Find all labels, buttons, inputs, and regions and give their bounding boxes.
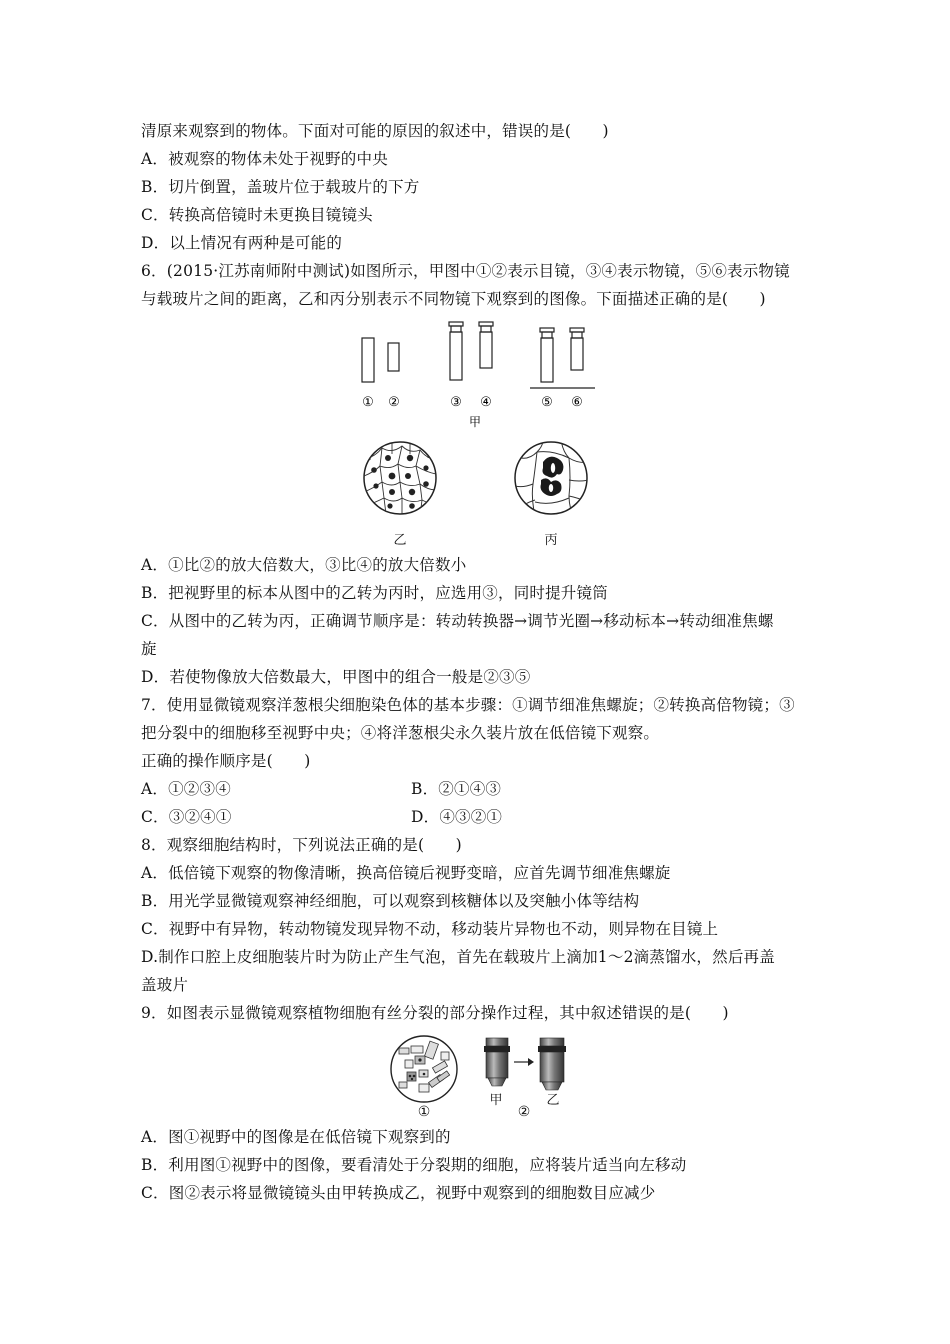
q8-option-a: A．低倍镜下观察的物像清晰，换高倍镜后视野变暗，应首先调节细准焦螺旋 (141, 864, 671, 882)
q8-option-d: D.制作口腔上皮细胞装片时为防止产生气泡，首先在载玻片上滴加1～2滴蒸馏水，然后再盖 (141, 948, 775, 966)
option-d: D．以上情况有两种是可能的 (141, 234, 343, 252)
option-c: C．转换高倍镜时未更换目镜镜头 (141, 206, 373, 224)
q9-option-c: C．图②表示将显微镜镜头由甲转换成乙，视野中观察到的细胞数目应减少 (141, 1184, 656, 1202)
q8-option-b: B．用光学显微镜观察神经细胞，可以观察到核糖体以及突触小体等结构 (141, 892, 640, 910)
label-4: ④ (480, 395, 492, 410)
label-1: ① (362, 395, 374, 410)
q7-options-row-2 (141, 807, 821, 827)
q6-option-d: D．若使物像放大倍数最大，甲图中的组合一般是②③⑤ (141, 668, 531, 686)
q6-option-b: B．把视野里的标本从图中的乙转为丙时，应选用③，同时提升镜筒 (141, 584, 608, 602)
q8-option-d-cont: 盖玻片 (141, 976, 189, 994)
label-2: ② (388, 395, 400, 410)
figure-6-lenses (350, 318, 610, 430)
question-7-stem-cont: 把分裂中的细胞移至视野中央；④将洋葱根尖永久装片放在低倍镜下观察。 (141, 724, 660, 742)
q7-option-d: D．④③②① (411, 808, 503, 826)
figure-6-view-yi (362, 440, 438, 516)
label-5: ⑤ (541, 395, 553, 410)
figure-title-jia: 甲 (468, 415, 482, 429)
question-8-stem: 8．观察细胞结构时，下列说法正确的是( ) (141, 836, 462, 854)
option-a: A．被观察的物体未处于视野的中央 (141, 150, 388, 168)
q6-option-c-cont: 旋 (141, 640, 157, 658)
option-b: B．切片倒置，盖玻片位于载玻片的下方 (141, 178, 420, 196)
q8-option-c: C．视野中有异物，转动物镜发现异物不动，移动装片异物也不动，则异物在目镜上 (141, 920, 719, 938)
q6-option-c: C．从图中的乙转为丙，正确调节顺序是：转动转换器→调节光圈→移动标本→转动细准焦螺 (141, 612, 774, 630)
q9-option-b: B．利用图①视野中的图像，要看清处于分裂期的细胞，应将装片适当向左移动 (141, 1156, 687, 1174)
question-6-stem: 6．(2015·江苏南师附中测试)如图所示，甲图中①②表示目镜，③④表示物镜，⑤⑥表示物镜 (141, 262, 790, 280)
q6-option-a: A．①比②的放大倍数大，③比④的放大倍数小 (141, 556, 467, 574)
figure-9-view (385, 1034, 463, 1104)
figure-9-label-1: ① (417, 1104, 431, 1120)
figure-9-label-jia: 甲 (489, 1093, 503, 1108)
q7-option-c: C．③②④① (141, 808, 232, 826)
q9-option-a: A．图①视野中的图像是在低倍镜下观察到的 (141, 1128, 451, 1146)
figure-6-view-bing (513, 440, 589, 516)
label-3: ③ (450, 395, 462, 410)
figure-9-label-2: ② (517, 1104, 531, 1120)
question-6-stem-cont: 与载玻片之间的距离，乙和丙分别表示不同物镜下观察到的图像。下面描述正确的是( ) (141, 290, 766, 308)
text-line: 清原来观察到的物体。下面对可能的原因的叙述中，错误的是( ) (141, 122, 609, 140)
label-6: ⑥ (571, 395, 583, 410)
q7-option-b: B．②①④③ (411, 780, 502, 798)
question-9-stem: 9．如图表示显微镜观察植物细胞有丝分裂的部分操作过程，其中叙述错误的是( ) (141, 1004, 729, 1022)
question-7-stem: 7．使用显微镜观察洋葱根尖细胞染色体的基本步骤：①调节细准焦螺旋；②转换高倍物镜；③ (141, 696, 795, 714)
q7-option-a: A．①②③④ (141, 780, 231, 798)
figure-9-label-yi: 乙 (546, 1093, 560, 1108)
figure-title-bing: 丙 (544, 533, 558, 548)
figure-title-yi: 乙 (393, 533, 407, 548)
question-7-prompt: 正确的操作顺序是( ) (141, 752, 311, 770)
q7-options-row-1 (141, 779, 821, 799)
